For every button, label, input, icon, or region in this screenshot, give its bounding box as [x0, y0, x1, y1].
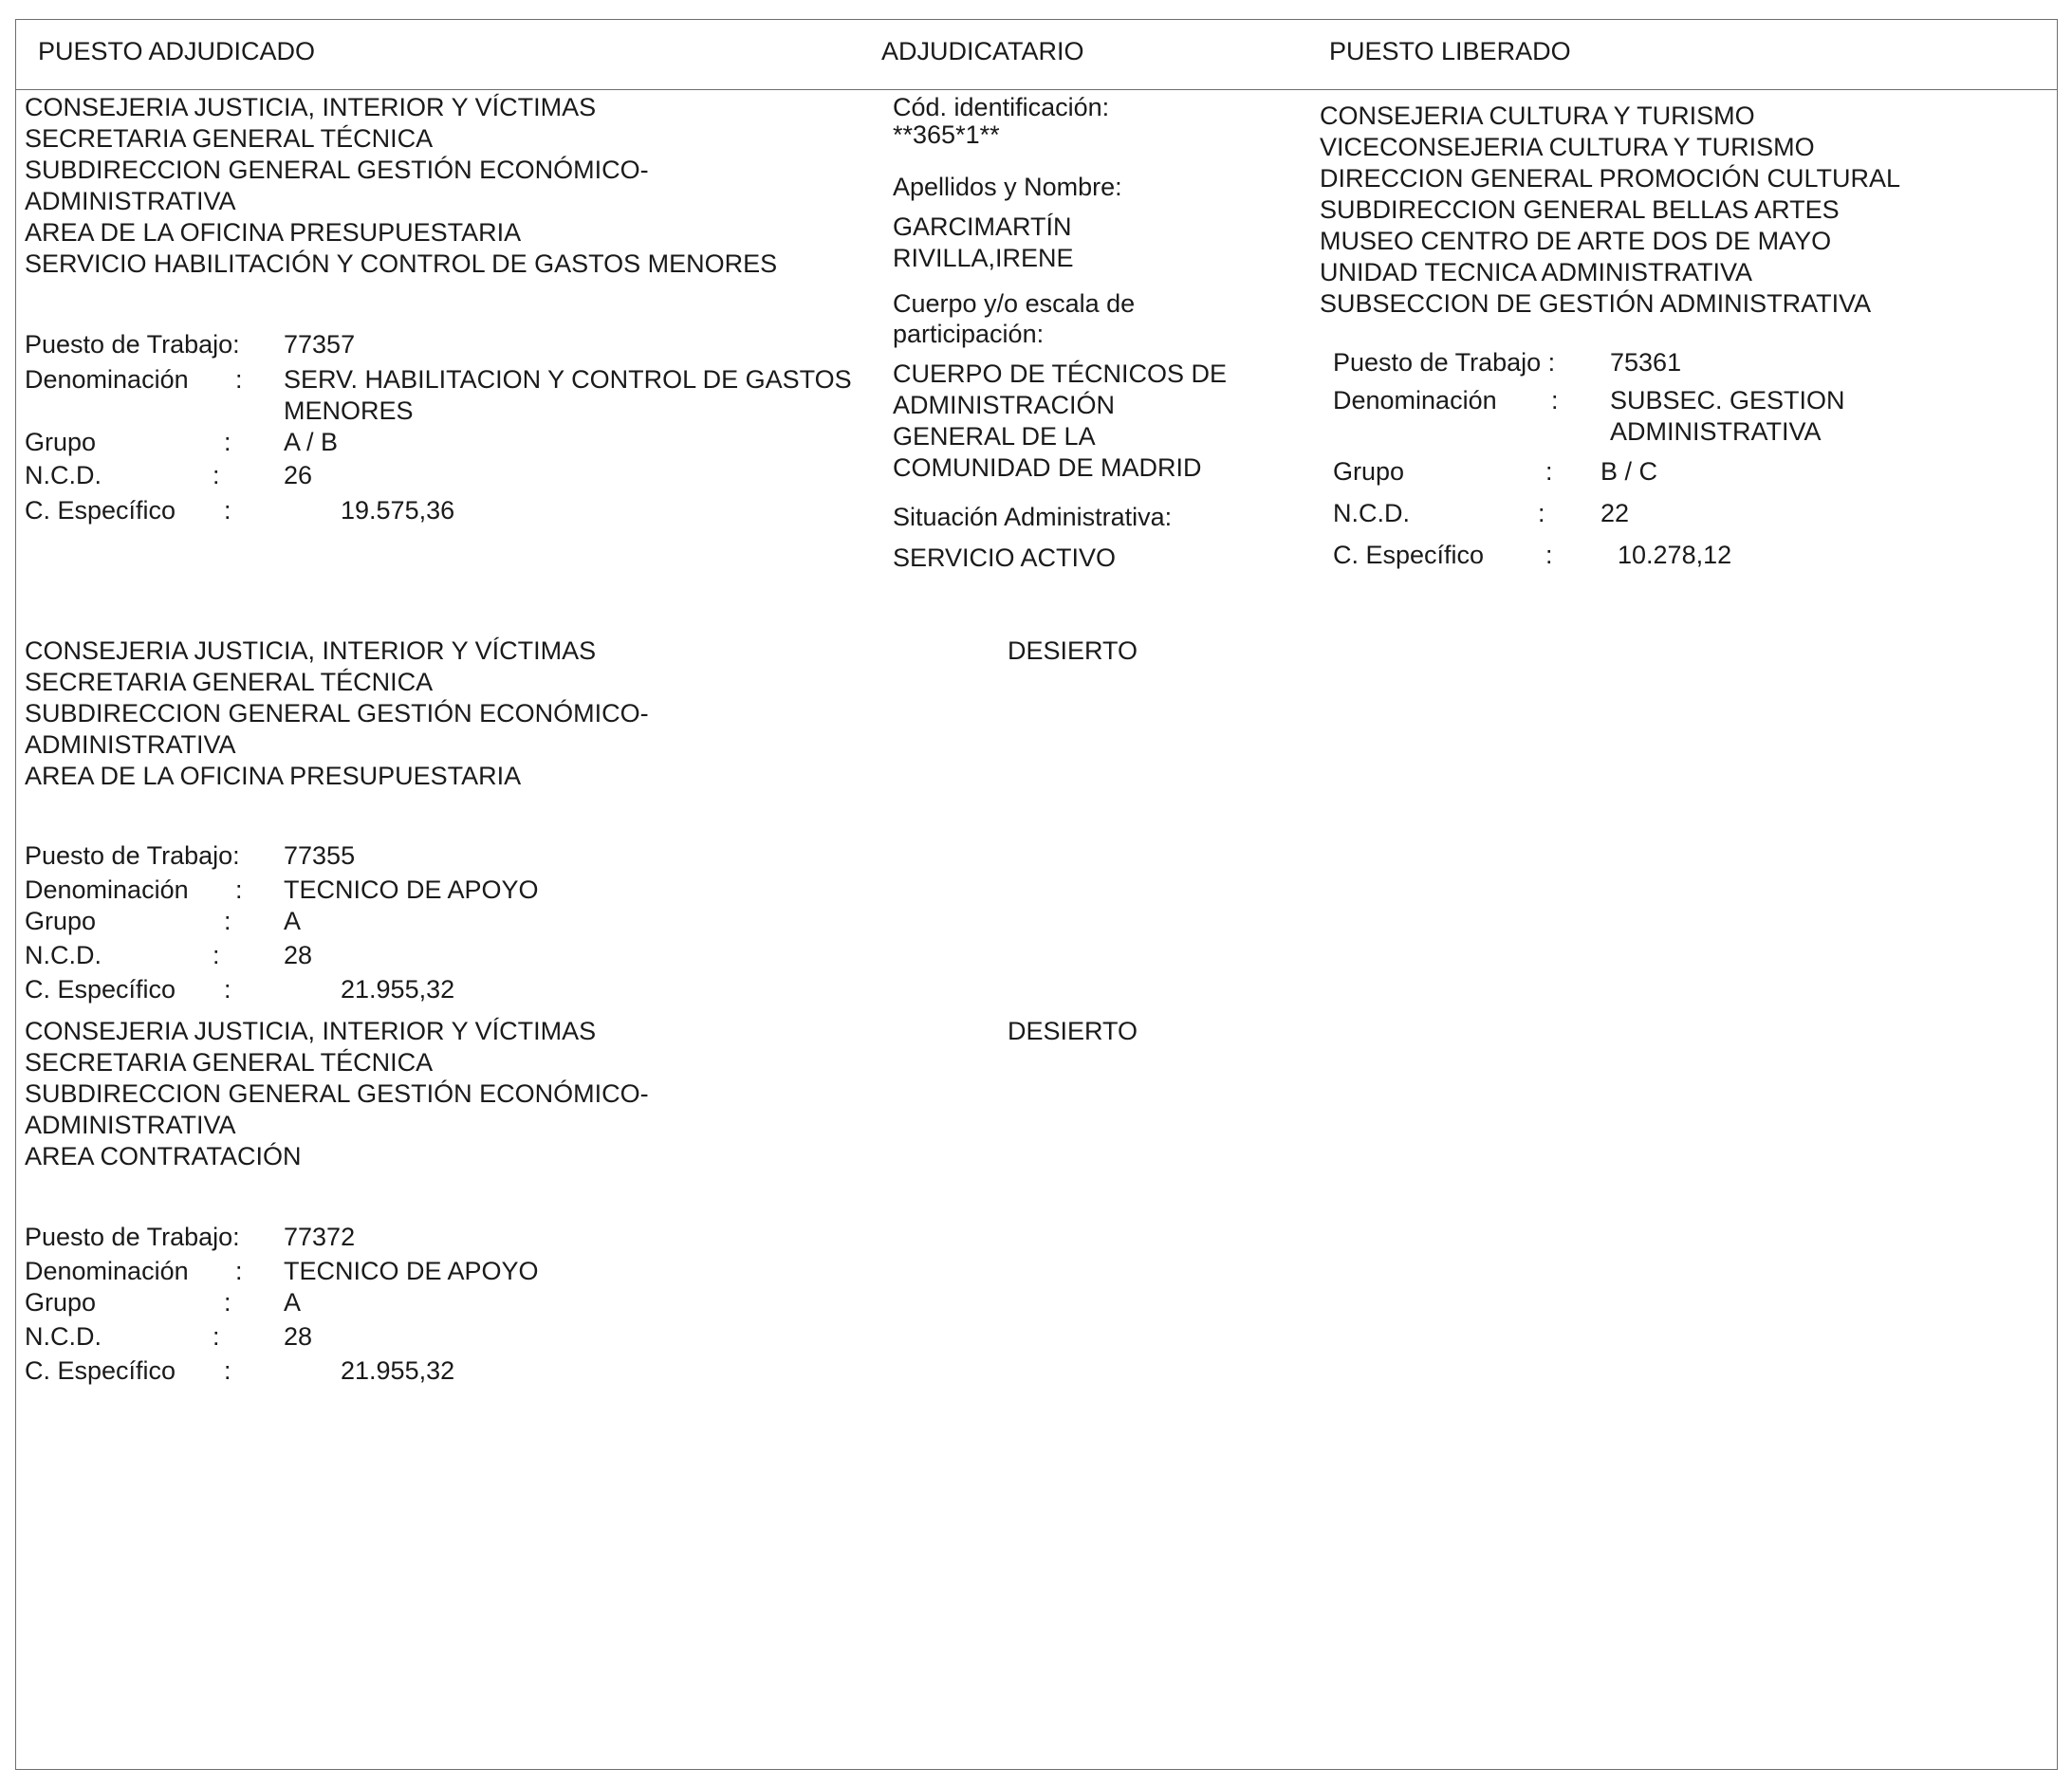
- grupo-value: A: [284, 1288, 302, 1317]
- especifico-label: C. Específico: [1333, 541, 1485, 569]
- entry-2-adjudicado-details: [25, 840, 897, 1007]
- puesto-label: Puesto de Trabajo:: [25, 1223, 240, 1251]
- cuerpo-label: Cuerpo y/o escala de: [893, 289, 1136, 318]
- cuerpo-value: GENERAL DE LA: [893, 422, 1096, 451]
- denominacion-value: MENORES: [284, 396, 414, 425]
- entry-3-adjudicatario-desierto: DESIERTO: [1008, 1017, 1138, 1045]
- grupo-value: A / B: [284, 428, 339, 456]
- separator: :: [224, 1356, 231, 1385]
- org-line: CONSEJERIA CULTURA Y TURISMO: [1320, 101, 1755, 130]
- org-line: ADMINISTRATIVA: [25, 730, 236, 759]
- puesto-value: 75361: [1610, 348, 1682, 377]
- puesto-value: 77355: [284, 841, 356, 870]
- especifico-value: 21.955,32: [341, 1356, 455, 1385]
- denominacion-value: TECNICO DE APOYO: [284, 875, 539, 904]
- especifico-value: 21.955,32: [341, 975, 455, 1004]
- org-line: SUBDIRECCION GENERAL GESTIÓN ECONÓMICO-: [25, 156, 649, 184]
- grupo-value: B / C: [1600, 457, 1658, 486]
- puesto-label: Puesto de Trabajo :: [1333, 348, 1556, 377]
- org-line: AREA DE LA OFICINA PRESUPUESTARIA: [25, 218, 522, 247]
- org-line: CONSEJERIA JUSTICIA, INTERIOR Y VÍCTIMAS: [25, 93, 597, 121]
- puesto-label: Puesto de Trabajo:: [25, 330, 240, 359]
- denominacion-label: Denominación: [1333, 386, 1497, 415]
- entry-2-adjudicatario-desierto: DESIERTO: [1008, 636, 1138, 665]
- denominacion-label: Denominación: [25, 875, 189, 904]
- org-line: VICECONSEJERIA CULTURA Y TURISMO: [1320, 133, 1815, 161]
- org-line: AREA DE LA OFICINA PRESUPUESTARIA: [25, 762, 522, 790]
- separator: :: [235, 365, 243, 394]
- cod-label: Cód. identificación:: [893, 93, 1110, 121]
- org-line: DIRECCION GENERAL PROMOCIÓN CULTURAL: [1320, 164, 1901, 193]
- ncd-label: N.C.D.: [25, 461, 102, 489]
- denominacion-label: Denominación: [25, 365, 189, 394]
- especifico-label: C. Específico: [25, 496, 176, 525]
- org-line: SECRETARIA GENERAL TÉCNICA: [25, 1048, 434, 1077]
- puesto-value: 77357: [284, 330, 356, 359]
- puesto-value: 77372: [284, 1223, 356, 1251]
- separator: :: [224, 907, 231, 935]
- org-line: SUBDIRECCION GENERAL GESTIÓN ECONÓMICO-: [25, 1079, 649, 1108]
- cod-value: **365*1**: [893, 120, 1000, 149]
- org-line: AREA CONTRATACIÓN: [25, 1142, 302, 1170]
- separator: :: [213, 941, 220, 969]
- situacion-label: Situación Administrativa:: [893, 503, 1173, 531]
- cuerpo-label: participación:: [893, 320, 1045, 348]
- denominacion-value: SERV. HABILITACION Y CONTROL DE GASTOS: [284, 365, 852, 394]
- separator: :: [213, 461, 220, 489]
- separator: :: [235, 1257, 243, 1285]
- ncd-value: 26: [284, 461, 313, 489]
- especifico-value: 10.278,12: [1618, 541, 1732, 569]
- org-line: UNIDAD TECNICA ADMINISTRATIVA: [1320, 258, 1753, 286]
- separator: :: [1538, 499, 1545, 527]
- denominacion-label: Denominación: [25, 1257, 189, 1285]
- org-line: MUSEO CENTRO DE ARTE DOS DE MAYO: [1320, 227, 1832, 255]
- header-adjudicatario: ADJUDICATARIO: [881, 37, 1084, 65]
- entry-1-adjudicatario: [893, 92, 1227, 574]
- entry-1-liberado-details: [1333, 347, 1997, 573]
- grupo-label: Grupo: [1333, 457, 1405, 486]
- separator: :: [224, 428, 231, 456]
- situacion-value: SERVICIO ACTIVO: [893, 543, 1117, 572]
- header-divider: [15, 89, 2058, 90]
- header-puesto-adjudicado: PUESTO ADJUDICADO: [38, 37, 316, 65]
- separator: :: [224, 496, 231, 525]
- grupo-label: Grupo: [25, 428, 97, 456]
- especifico-label: C. Específico: [25, 1356, 176, 1385]
- separator: :: [1545, 541, 1553, 569]
- org-line: SERVICIO HABILITACIÓN Y CONTROL DE GASTOS MENORES: [25, 249, 778, 278]
- org-line: SUBSECCION DE GESTIÓN ADMINISTRATIVA: [1320, 289, 1872, 318]
- entry-1-adjudicado-org: [25, 92, 777, 280]
- especifico-label: C. Específico: [25, 975, 176, 1004]
- ncd-label: N.C.D.: [1333, 499, 1410, 527]
- separator: :: [1545, 457, 1553, 486]
- entry-3-adjudicado-org: [25, 1016, 649, 1172]
- denominacion-value: SUBSEC. GESTION: [1610, 386, 1845, 415]
- org-line: SUBDIRECCION GENERAL BELLAS ARTES: [1320, 195, 1840, 224]
- org-line: SECRETARIA GENERAL TÉCNICA: [25, 668, 434, 696]
- grupo-label: Grupo: [25, 1288, 97, 1317]
- ncd-label: N.C.D.: [25, 1322, 102, 1351]
- nombre-value: RIVILLA,IRENE: [893, 244, 1074, 272]
- separator: :: [224, 975, 231, 1004]
- cuerpo-value: COMUNIDAD DE MADRID: [893, 453, 1202, 482]
- separator: :: [213, 1322, 220, 1351]
- separator: :: [235, 875, 243, 904]
- org-line: CONSEJERIA JUSTICIA, INTERIOR Y VÍCTIMAS: [25, 636, 597, 665]
- cuerpo-value: ADMINISTRACIÓN: [893, 391, 1116, 419]
- separator: :: [224, 1288, 231, 1317]
- denominacion-value: ADMINISTRATIVA: [1610, 417, 1822, 446]
- grupo-label: Grupo: [25, 907, 97, 935]
- ncd-label: N.C.D.: [25, 941, 102, 969]
- entry-1-adjudicado-details: [25, 329, 897, 528]
- denominacion-value: TECNICO DE APOYO: [284, 1257, 539, 1285]
- org-line: ADMINISTRATIVA: [25, 187, 236, 215]
- header-puesto-liberado: PUESTO LIBERADO: [1329, 37, 1571, 65]
- ncd-value: 22: [1600, 499, 1630, 527]
- org-line: SECRETARIA GENERAL TÉCNICA: [25, 124, 434, 153]
- entry-1-liberado-org: [1320, 101, 1900, 320]
- grupo-value: A: [284, 907, 302, 935]
- cuerpo-value: CUERPO DE TÉCNICOS DE: [893, 359, 1228, 388]
- ncd-value: 28: [284, 1322, 313, 1351]
- ncd-value: 28: [284, 941, 313, 969]
- nombre-label: Apellidos y Nombre:: [893, 173, 1122, 201]
- entry-2-adjudicado-org: [25, 636, 649, 792]
- org-line: SUBDIRECCION GENERAL GESTIÓN ECONÓMICO-: [25, 699, 649, 728]
- org-line: ADMINISTRATIVA: [25, 1111, 236, 1139]
- org-line: CONSEJERIA JUSTICIA, INTERIOR Y VÍCTIMAS: [25, 1017, 597, 1045]
- entry-3-adjudicado-details: [25, 1222, 897, 1389]
- nombre-value: GARCIMARTÍN: [893, 212, 1072, 241]
- separator: :: [1551, 386, 1559, 415]
- puesto-label: Puesto de Trabajo:: [25, 841, 240, 870]
- especifico-value: 19.575,36: [341, 496, 455, 525]
